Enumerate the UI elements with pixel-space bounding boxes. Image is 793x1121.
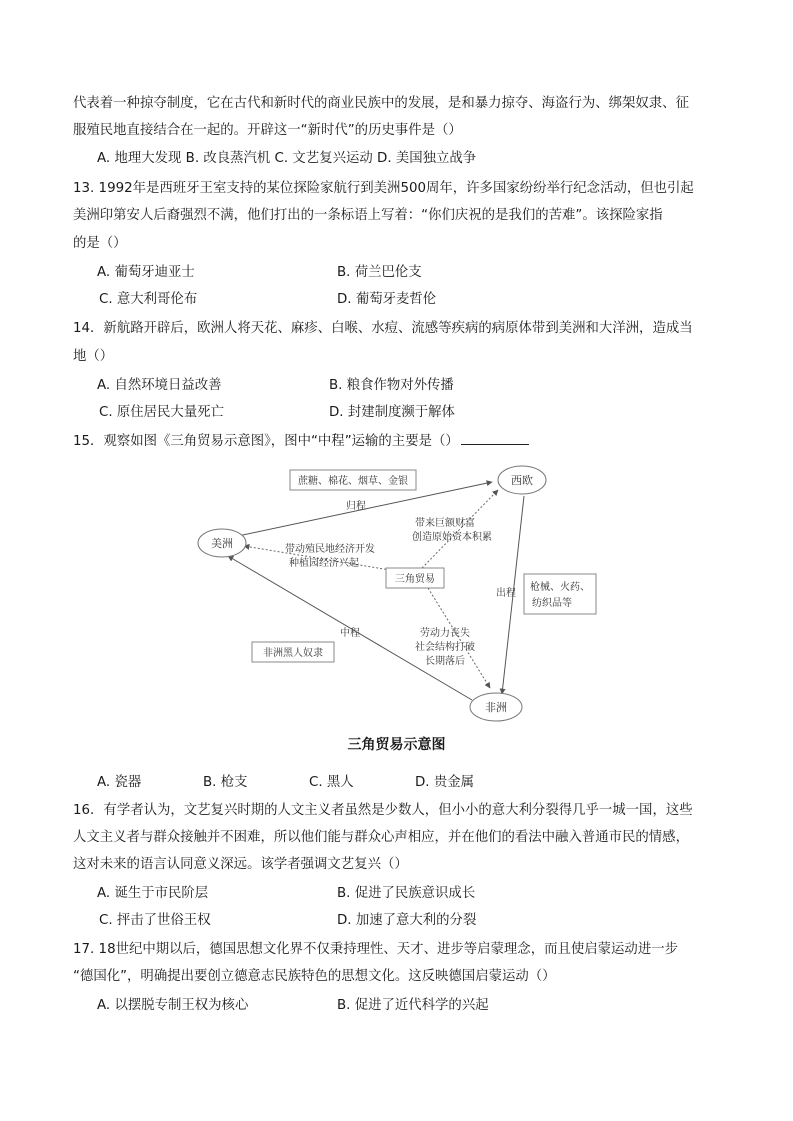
- outbound-goods-line-1: 枪械、火药、: [530, 582, 590, 593]
- q14-stem-line-2: 地（）: [73, 349, 114, 364]
- q16-option-d: D. 加速了意大利的分裂: [337, 913, 477, 928]
- triangle-trade-diagram: [190, 460, 620, 722]
- q14-stem-line-1: 14．新航路开辟后，欧洲人将天花、麻疹、白喉、水痘、流感等疾病的病原体带到美洲和大洋洲，造成当: [73, 321, 693, 336]
- q16-option-b: B. 促进了民族意识成长: [337, 886, 476, 901]
- q16-stem-line-1: 16．有学者认为，文艺复兴时期的人文主义者虽然是少数人，但小小的意大利分裂得几乎一城一国，这些: [73, 803, 693, 818]
- q14-option-a: A. 自然环境日益改善: [97, 378, 222, 393]
- middle-goods-label: 非洲黑人奴隶: [263, 648, 323, 659]
- center-box-label: 三角贸易: [395, 574, 435, 585]
- q12-stem-line-2: 服殖民地直接结合在一起的。开辟这一“新时代”的历史事件是（）: [73, 123, 462, 138]
- q17-option-b: B. 促进了近代科学的兴起: [337, 998, 489, 1013]
- q14-option-d: D. 封建制度濒于解体: [329, 405, 455, 420]
- q16-option-c: C. 抨击了世俗王权: [99, 913, 211, 928]
- q13-option-c: C. 意大利哥伦布: [99, 292, 198, 307]
- q17-stem-line-1: 17. 18世纪中期以后，德国思想文化界不仅秉持理性、天才、进步等启蒙理念，而且使启蒙运动进一步: [73, 942, 678, 957]
- q15-option-d: D. 贵金属: [415, 775, 474, 790]
- q15-stem-text: 15．观察如图《三角贸易示意图》，图中“中程”运输的主要是（）: [73, 434, 459, 449]
- q17-stem-line-2: “德国化”，明确提出要创立德意志民族特色的思想文化。这反映德国启蒙运动（）: [73, 969, 556, 984]
- q15-stem: [73, 432, 529, 451]
- q15-option-c: C. 黑人: [309, 775, 354, 790]
- outbound-goods-line-2: 纺织品等: [532, 598, 572, 609]
- effect-europe-line-2: 创造原始资本积累: [412, 532, 492, 543]
- q16-stem-line-2: 人文主义者与群众接触并不困难，所以他们能与群众心声相应，并在他们的看法中融入普通市民的情感，: [73, 830, 689, 845]
- q14-option-c: C. 原住居民大量死亡: [99, 405, 224, 420]
- q15-option-b: B. 枪支: [203, 775, 248, 790]
- q13-option-b: B. 荷兰巴伦支: [337, 265, 422, 280]
- middle-route-label: 中程: [340, 628, 360, 639]
- q12-stem-line-1: 代表着一种掠夺制度，它在古代和新时代的商业民族中的发展，是和暴力掠夺、海盗行为、绑架奴隶、征: [73, 96, 689, 111]
- effect-africa-line-3: 长期落后: [425, 656, 465, 667]
- q15-option-a: A. 瓷器: [97, 775, 142, 790]
- effect-america-line-2: 种植园经济兴起: [289, 558, 359, 569]
- effect-africa-line-1: 劳动力丧失: [420, 628, 470, 639]
- effect-america-line-1: 带动殖民地经济开发: [285, 544, 375, 555]
- effect-europe-line-1: 带来巨额财富: [415, 518, 475, 529]
- return-goods-label: 蔗糖、棉花、烟草、金银: [298, 476, 408, 487]
- q13-stem-line-1: 13. 1992年是西班牙王室支持的某位探险家航行到美洲500周年，许多国家纷纷举行纪念活动，但也引起: [73, 181, 694, 196]
- node-africa: 非洲: [485, 701, 507, 714]
- q17-option-a: A. 以摆脱专制王权为核心: [97, 998, 249, 1013]
- q13-stem-line-3: 的是（）: [73, 236, 127, 251]
- q13-stem-line-2: 美洲印第安人后裔强烈不满，他们打出的一条标语上写着：“你们庆祝的是我们的苦难”。该探险家指: [73, 208, 663, 223]
- node-america: 美洲: [211, 537, 233, 550]
- q12-options: A. 地理大发现 B. 改良蒸汽机 C. 文艺复兴运动 D. 美国独立战争: [97, 151, 477, 166]
- q13-option-d: D. 葡萄牙麦哲伦: [337, 292, 437, 307]
- q14-option-b: B. 粮食作物对外传播: [329, 378, 454, 393]
- q16-option-a: A. 诞生于市民阶层: [97, 886, 209, 901]
- node-europe: 西欧: [511, 474, 533, 487]
- diagram-caption: 三角贸易示意图: [347, 737, 446, 753]
- outbound-route-label: 出程: [496, 588, 516, 599]
- q16-stem-line-3: 这对未来的语言认同意义深远。该学者强调文艺复兴（）: [73, 857, 408, 872]
- q15-answer-blank: [461, 432, 529, 445]
- effect-africa-line-2: 社会结构打破: [415, 642, 475, 653]
- effect-europe-arrow: [422, 490, 498, 568]
- q13-option-a: A. 葡萄牙迪亚士: [97, 265, 195, 280]
- return-route-label: 归程: [346, 501, 366, 512]
